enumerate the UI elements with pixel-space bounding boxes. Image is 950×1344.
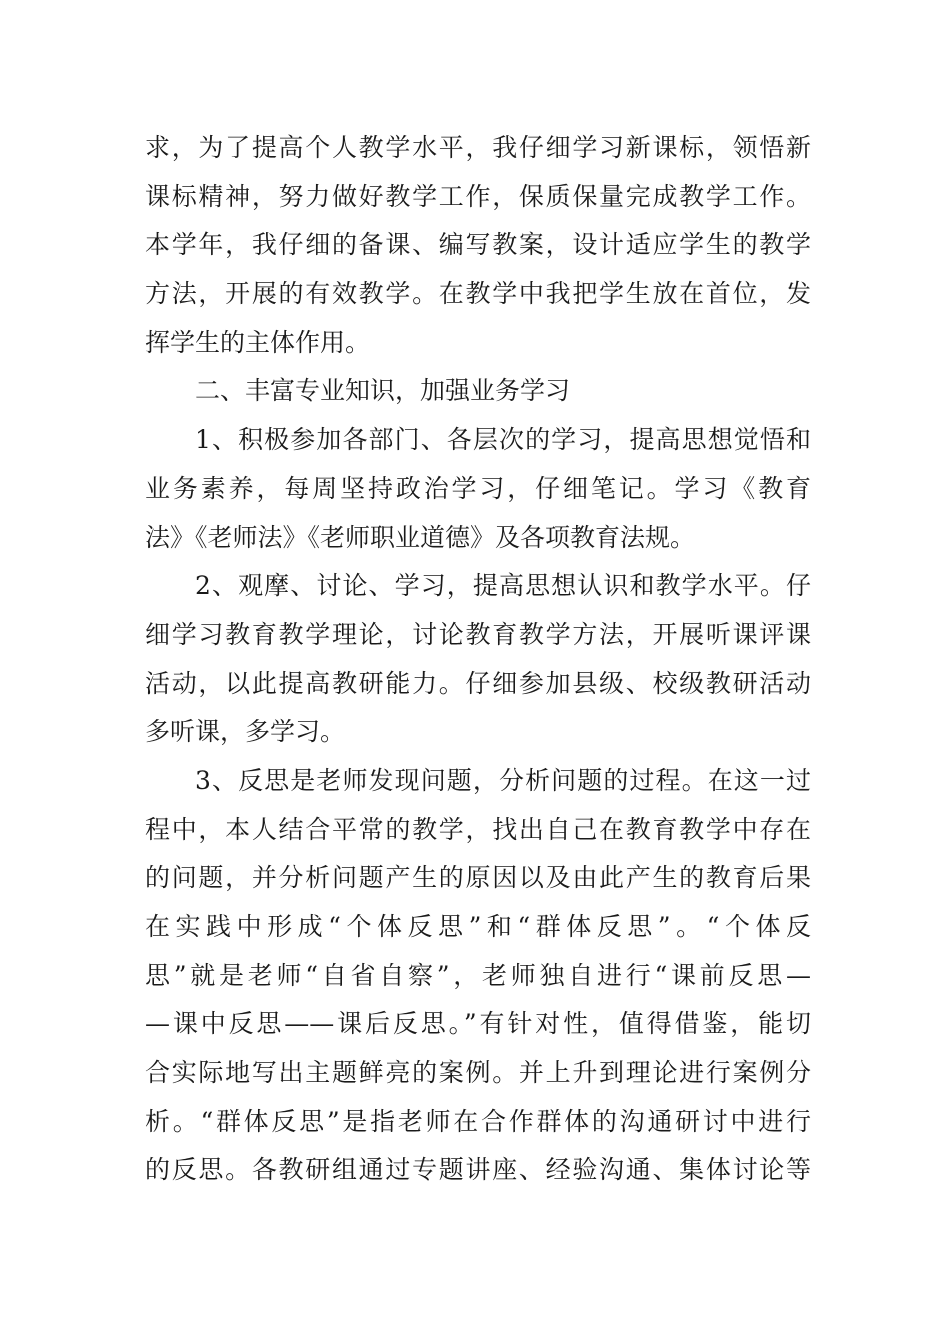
- text-line: 1、积极参加各部门、各层次的学习，提高思想觉悟和: [195, 425, 811, 455]
- text-line: 思”就是老师“自省自察”，老师独自进行“课前反思—: [145, 960, 811, 990]
- paragraph-item-1: [145, 416, 811, 562]
- text-line: 法》《老师法》《老师职业道德》及各项教育法规。: [145, 522, 696, 552]
- text-line: 课标精神，努力做好教学工作，保质保量完成教学工作。: [145, 181, 811, 211]
- section-heading-text: 二、丰富专业知识，加强业务学习: [195, 376, 571, 406]
- text-line: 挥学生的主体作用。: [145, 327, 371, 357]
- text-line: 细学习教育教学理论，讨论教育教学方法，开展听课评课: [145, 619, 811, 649]
- section-heading-2: [145, 367, 811, 416]
- text-line: 析。“群体反思”是指老师在合作群体的沟通研讨中进行: [145, 1106, 811, 1136]
- text-line: —课中反思——课后反思。”有针对性，值得借鉴，能切: [145, 1009, 811, 1039]
- text-line: 合实际地写出主题鲜亮的案例。并上升到理论进行案例分: [145, 1058, 811, 1088]
- text-line: 的反思。各教研组通过专题讲座、经验沟通、集体讨论等: [145, 1155, 811, 1185]
- paragraph-item-2: [145, 562, 811, 757]
- text-line: 多听课，多学习。: [145, 717, 346, 747]
- text-line: 业务素养，每周坚持政治学习，仔细笔记。学习《教育: [145, 473, 811, 503]
- text-line: 方法，开展的有效教学。在教学中我把学生放在首位，发: [145, 279, 811, 309]
- document-body: [145, 124, 811, 1195]
- text-line: 本学年，我仔细的备课、编写教案，设计适应学生的教学: [145, 230, 811, 260]
- paragraph-intro: [145, 124, 811, 367]
- text-line: 的问题，并分析问题产生的原因以及由此产生的教育后果: [145, 863, 811, 893]
- text-line: 2、观摩、讨论、学习，提高思想认识和教学水平。仔: [195, 571, 811, 601]
- text-line: 3、反思是老师发现问题，分析问题的过程。在这一过: [195, 765, 811, 795]
- paragraph-item-3: [145, 757, 811, 1195]
- text-line: 活动，以此提高教研能力。仔细参加县级、校级教研活动: [145, 668, 811, 698]
- text-line: 求，为了提高个人教学水平，我仔细学习新课标，领悟新: [145, 133, 811, 162]
- text-line: 在实践中形成“个体反思”和“群体反思”。“个体反: [145, 912, 811, 941]
- text-line: 程中，本人结合平常的教学，找出自己在教育教学中存在: [145, 814, 811, 844]
